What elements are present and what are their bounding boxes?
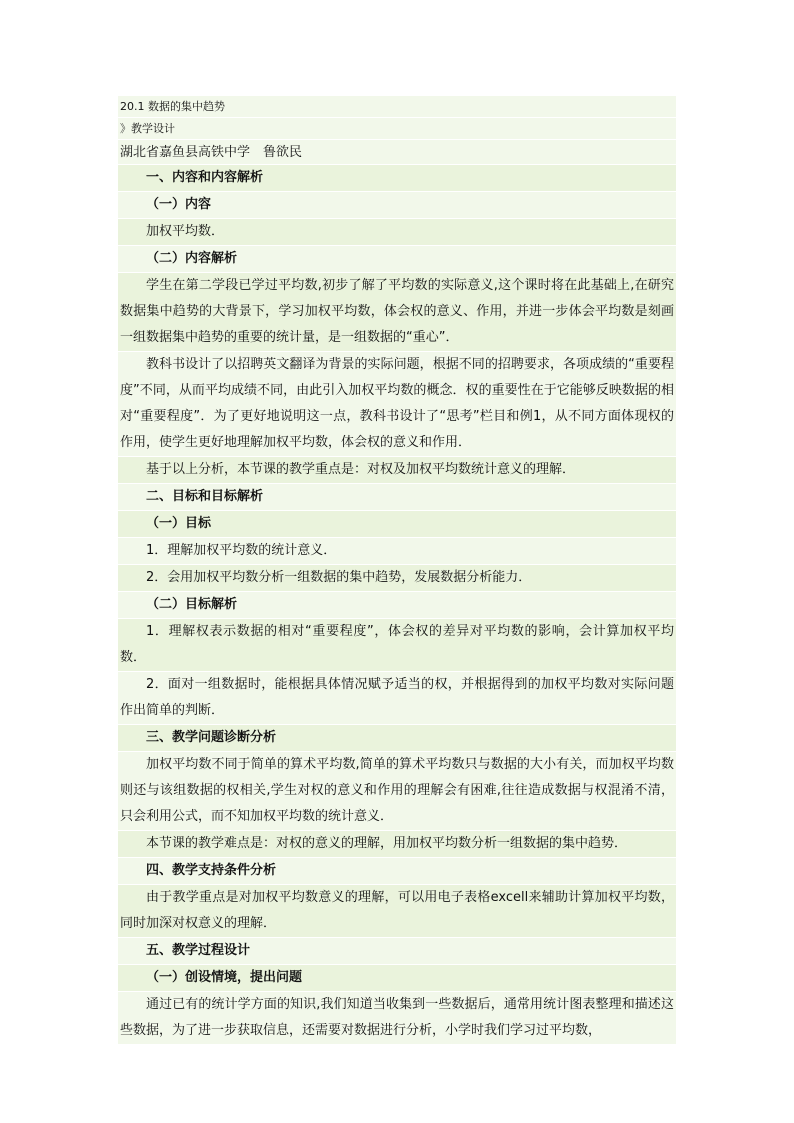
heading-support: 四、教学支持条件分析 — [118, 858, 676, 885]
paragraph: 基于以上分析，本节课的教学重点是：对权及加权平均数统计意义的理解． — [118, 457, 676, 484]
list-item: 1．理解加权平均数的统计意义． — [118, 538, 676, 565]
heading-content-analysis: 一、内容和内容解析 — [118, 165, 676, 192]
paragraph: 教科书设计了以招聘英文翻译为背景的实际问题，根据不同的招聘要求，各项成绩的“重要程度”不同，从而平均成绩不同，由此引入加权平均数的概念．权的重要性在于它能够反映数据的相对“重要程度”．为了更好地说明这一点，教科书设计了“思考”栏目和例1，从不同方面体现权的作用，使学生更好地理解加权平均数，体会权的意义和作用． — [118, 352, 676, 457]
subheading-goal-analysis: （二）目标解析 — [118, 592, 676, 619]
document-page — [118, 96, 676, 1045]
section-title: 20.1 数据的集中趋势 — [118, 96, 676, 118]
subheading-scenario: （一）创设情境，提出问题 — [118, 965, 676, 992]
list-item: 2．面对一组数据时，能根据具体情况赋予适当的权，并根据得到的加权平均数对实际问题作出简单的判断． — [118, 672, 676, 725]
paragraph: 由于教学重点是对加权平均数意义的理解，可以用电子表格excell来辅助计算加权平均数，同时加深对权意义的理解． — [118, 885, 676, 938]
paragraph: 本节课的教学难点是：对权的意义的理解，用加权平均数分析一组数据的集中趋势． — [118, 831, 676, 858]
paragraph: 通过已有的统计学方面的知识,我们知道当收集到一些数据后，通常用统计图表整理和描述这些数据，为了进一步获取信息，还需要对数据进行分析，小学时我们学习过平均数， — [118, 992, 676, 1045]
subheading-content-analysis: （二）内容解析 — [118, 246, 676, 273]
subheading-content: （一）内容 — [118, 192, 676, 219]
heading-process: 五、教学过程设计 — [118, 938, 676, 965]
author-line: 湖北省嘉鱼县高铁中学 鲁欲民 — [118, 140, 676, 165]
subheading-goals: （一）目标 — [118, 511, 676, 538]
list-item: 2．会用加权平均数分析一组数据的集中趋势，发展数据分析能力． — [118, 565, 676, 592]
category-label: 》教学设计 — [118, 118, 676, 140]
list-item: 1．理解权表示数据的相对“重要程度”，体会权的差异对平均数的影响，会计算加权平均数． — [118, 619, 676, 672]
heading-diagnosis: 三、教学问题诊断分析 — [118, 725, 676, 752]
paragraph: 学生在第二学段已学过平均数,初步了解了平均数的实际意义,这个课时将在此基础上,在研究数据集中趋势的大背景下，学习加权平均数，体会权的意义、作用，并进一步体会平均数是刻画一组数据集中趋势的重要的统计量，是一组数据的“重心”． — [118, 273, 676, 352]
heading-goals: 二、目标和目标解析 — [118, 484, 676, 511]
paragraph: 加权平均数不同于简单的算术平均数,简单的算术平均数只与数据的大小有关，而加权平均数则还与该组数据的权相关,学生对权的意义和作用的理解会有困难,往往造成数据与权混淆不清，只会利用公式，而不知加权平均数的统计意义． — [118, 752, 676, 831]
paragraph: 加权平均数． — [118, 219, 676, 246]
